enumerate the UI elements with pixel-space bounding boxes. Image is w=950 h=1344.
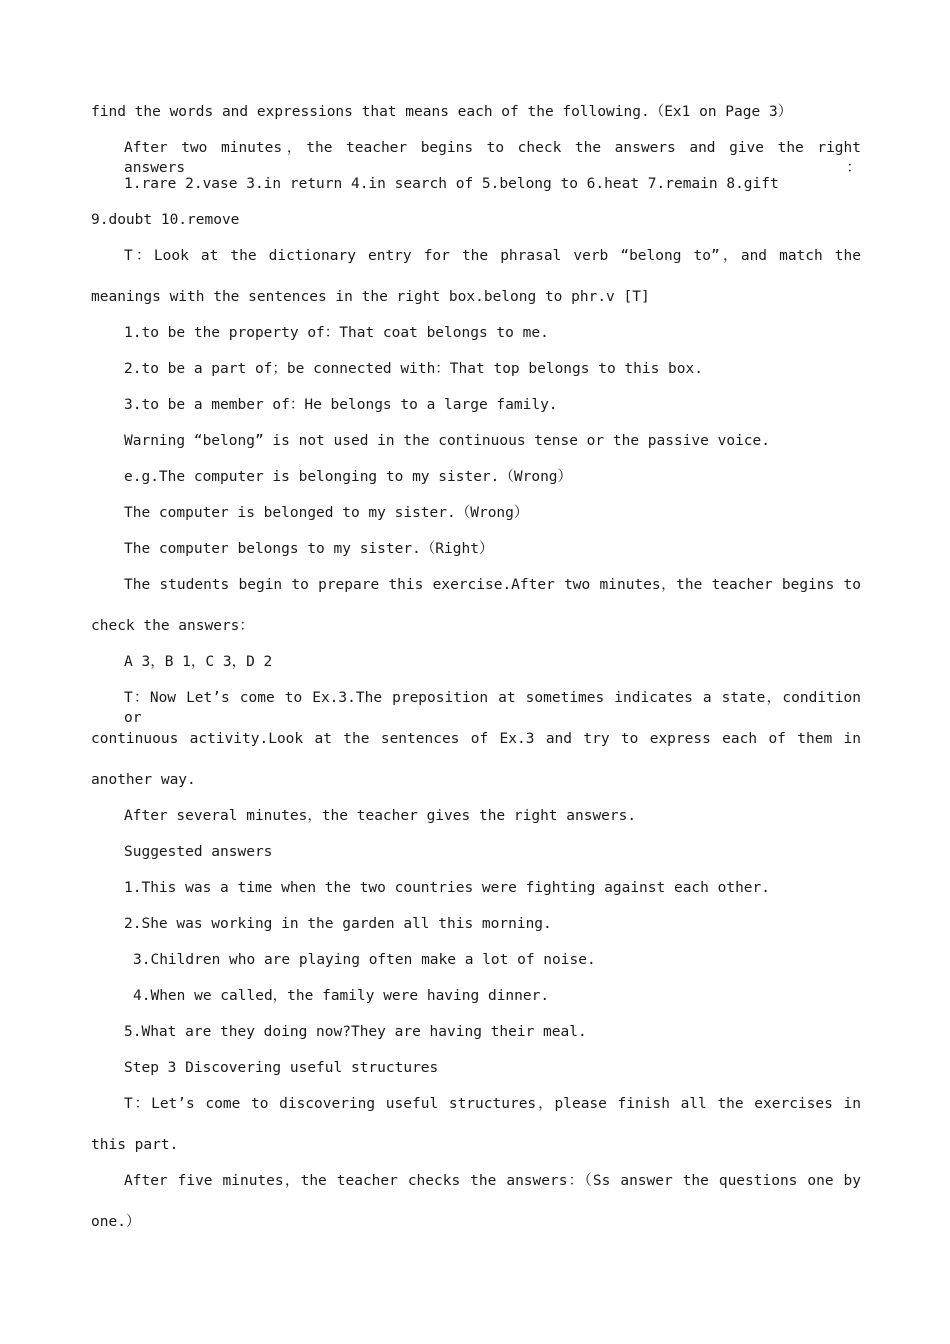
text-line: T：Now Let’s come to Ex.3.The preposition at sometimes indicates a state，condition or xyxy=(124,690,861,726)
text-line: After two minutes，the teacher begins to check the answers and give the right answers： xyxy=(124,140,861,176)
text-line: meanings with the sentences in the right box.belong to phr.v [T] xyxy=(91,289,650,305)
warning-line: Warning “belong” is not used in the continuous tense or the passive voice. xyxy=(124,433,771,449)
definition-line: 1.to be the property of：That coat belongs to me. xyxy=(124,325,549,341)
text-line: continuous activity.Look at the sentences of Ex.3 and try to express each of them in xyxy=(91,731,861,747)
suggested-answer: 5.What are they doing now?They are having their meal. xyxy=(124,1024,587,1040)
suggested-answer: 3.Children who are playing often make a lot of noise. xyxy=(133,952,596,968)
text-line: find the words and expressions that means each of the following.（Ex1 on Page 3） xyxy=(91,104,793,120)
text-line: another way. xyxy=(91,772,196,788)
definition-line: 2.to be a part of；be connected with：That top belongs to this box. xyxy=(124,361,703,377)
text-line: check the answers： xyxy=(91,618,254,634)
text-line: After five minutes，the teacher checks the answers：（Ss answer the questions one by xyxy=(124,1173,861,1189)
answer-line: A 3，B 1，C 3，D 2 xyxy=(124,654,273,670)
example-line: The computer is belonged to my sister.（Wrong） xyxy=(124,505,529,521)
section-label: Suggested answers xyxy=(124,844,273,860)
text-line: T：Let’s come to discovering useful structures，please finish all the exercises in xyxy=(124,1096,861,1112)
text-line: After several minutes，the teacher gives the right answers. xyxy=(124,808,637,824)
suggested-answer: 2.She was working in the garden all this morning. xyxy=(124,916,552,932)
step-heading: Step 3 Discovering useful structures xyxy=(124,1060,439,1076)
text-line: this part. xyxy=(91,1137,179,1153)
text-line: one.） xyxy=(91,1214,141,1230)
text-line: The students begin to prepare this exercise.After two minutes，the teacher begins to xyxy=(124,577,861,593)
suggested-answer: 4.When we called，the family were having dinner. xyxy=(133,988,550,1004)
example-line: The computer belongs to my sister.（Right） xyxy=(124,541,494,557)
answer-list-line: 9.doubt 10.remove xyxy=(91,212,240,228)
example-line: e.g.The computer is belonging to my sister.（Wrong） xyxy=(124,469,573,485)
answer-list-line: 1.rare 2.vase 3.in return 4.in search of 5.belong to 6.heat 7.remain 8.gift xyxy=(124,176,779,192)
definition-line: 3.to be a member of：He belongs to a large family. xyxy=(124,397,558,413)
suggested-answer: 1.This was a time when the two countries were fighting against each other. xyxy=(124,880,771,896)
text-line: T：Look at the dictionary entry for the phrasal verb “belong to”，and match the xyxy=(124,248,861,264)
